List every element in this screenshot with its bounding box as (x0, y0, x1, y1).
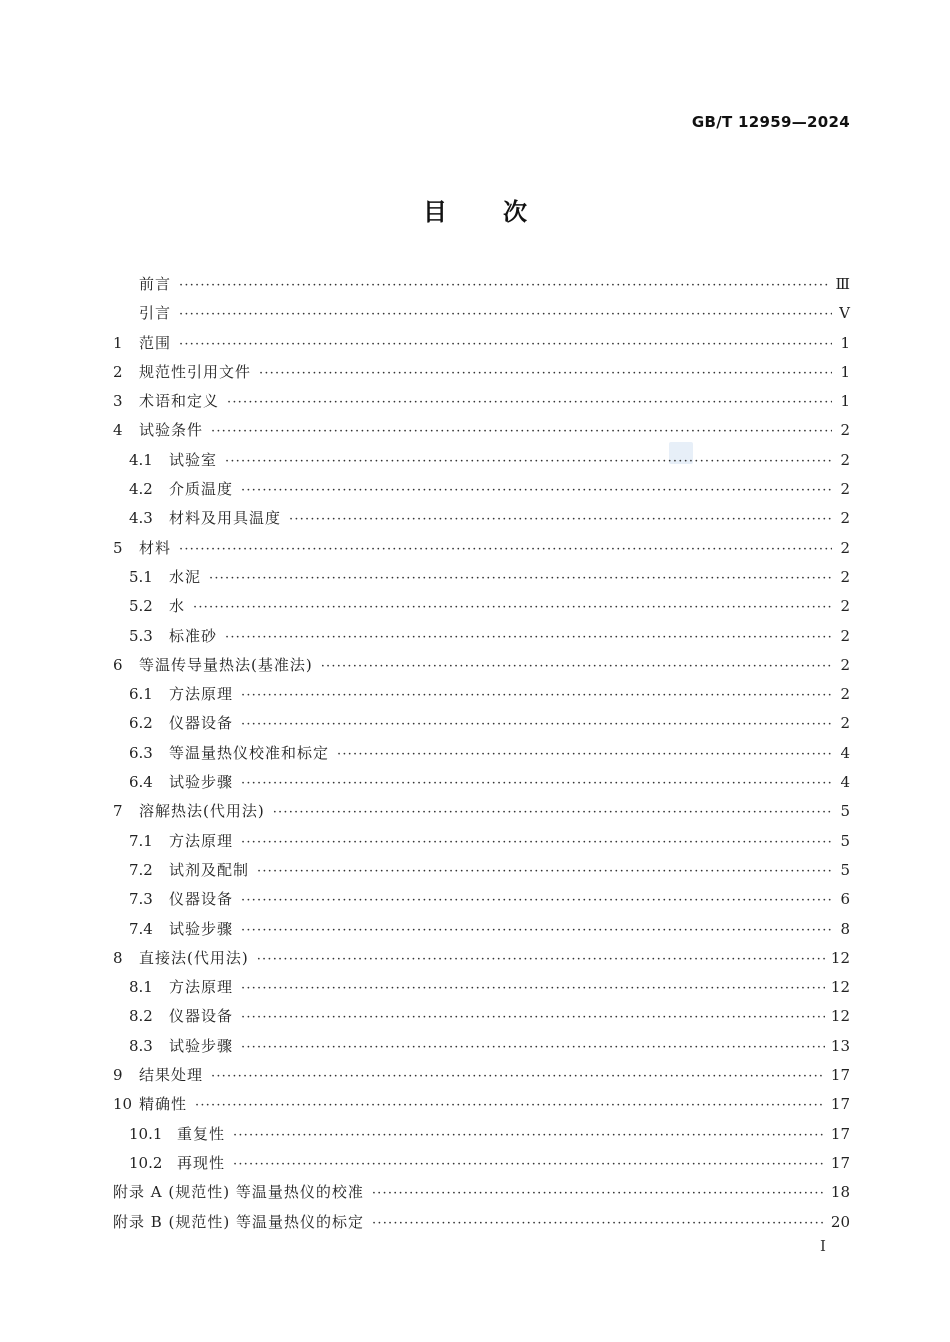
toc-entry-number: 5.3 (129, 626, 153, 645)
toc-leader-dots (241, 1033, 825, 1062)
toc-entry[interactable] (113, 885, 850, 914)
toc-entry[interactable] (113, 856, 850, 885)
toc-entry-page: 5 (840, 802, 850, 821)
toc-entry-title: 直接法(代用法) (139, 948, 249, 967)
toc-entry-title: 试验条件 (139, 421, 204, 440)
toc-leader-dots (179, 300, 832, 329)
toc-entry-number: 7.2 (129, 860, 153, 879)
toc-leader-dots (241, 710, 832, 739)
toc-leader-dots (241, 974, 825, 1003)
toc-entry-page: 2 (840, 567, 850, 586)
toc-entry-page: 17 (830, 1066, 850, 1085)
toc-leader-dots (241, 769, 832, 798)
toc-entry-number: 7.1 (129, 831, 153, 850)
toc-leader-dots (179, 271, 830, 300)
toc-entry-page: 2 (840, 597, 850, 616)
toc-entry-title: 溶解热法(代用法) (139, 802, 265, 821)
table-of-contents (113, 270, 850, 1237)
toc-entry-title: 材料 (139, 538, 172, 557)
toc-entry-number: 7.3 (129, 890, 153, 909)
toc-leader-dots (321, 652, 832, 681)
toc-entry-title: 规范性引用文件 (139, 362, 252, 381)
toc-entry-page: 8 (840, 919, 850, 938)
toc-entry-number: 8 (113, 948, 123, 967)
toc-entry-number: 4 (113, 421, 123, 440)
toc-entry-number: 4.1 (129, 450, 153, 469)
toc-entry-page: 17 (830, 1153, 850, 1172)
toc-entry[interactable] (113, 270, 850, 299)
toc-entry-title: 等温传导量热法(基准法) (139, 655, 313, 674)
toc-entry[interactable] (113, 592, 850, 621)
toc-entry-title: 引言 (139, 304, 172, 323)
toc-entry-page: 20 (830, 1212, 850, 1231)
toc-leader-dots (241, 681, 832, 710)
toc-entry[interactable] (113, 329, 850, 358)
toc-entry[interactable] (113, 1061, 850, 1090)
toc-leader-dots (241, 886, 832, 915)
toc-entry-title: 范围 (139, 333, 172, 352)
toc-entry-title: 方法原理 (169, 685, 234, 704)
toc-leader-dots (273, 798, 832, 827)
toc-entry-title: 方法原理 (169, 831, 234, 850)
toc-leader-dots (241, 1003, 825, 1032)
page-title (0, 192, 950, 227)
toc-entry[interactable] (113, 358, 850, 387)
toc-entry-number: 10.2 (129, 1153, 163, 1172)
toc-entry-page: 17 (830, 1095, 850, 1114)
toc-leader-dots (233, 1150, 825, 1179)
toc-leader-dots (289, 505, 832, 534)
toc-entry-number: 9 (113, 1066, 123, 1085)
toc-leader-dots (372, 1179, 825, 1208)
toc-entry-number: 7.4 (129, 919, 153, 938)
toc-entry[interactable] (113, 622, 850, 651)
toc-entry-number: 1 (113, 333, 123, 352)
toc-entry-title: 方法原理 (169, 978, 234, 997)
toc-entry[interactable] (113, 797, 850, 826)
toc-entry-page: Ⅲ (835, 275, 850, 293)
toc-entry-page: 5 (840, 831, 850, 850)
toc-leader-dots (227, 388, 832, 417)
toc-leader-dots (209, 564, 832, 593)
toc-entry[interactable] (113, 446, 850, 475)
toc-entry-title: 水泥 (169, 567, 202, 586)
toc-entry-number: 6.1 (129, 685, 153, 704)
toc-entry-title: 材料及用具温度 (169, 509, 282, 528)
toc-entry-title: 术语和定义 (139, 392, 220, 411)
toc-entry-page: 1 (840, 362, 850, 381)
toc-entry-page: 1 (840, 333, 850, 352)
toc-entry-number: 7 (113, 802, 123, 821)
toc-entry[interactable] (113, 915, 850, 944)
toc-entry[interactable] (113, 1090, 850, 1119)
toc-entry-page: 17 (830, 1124, 850, 1143)
toc-leader-dots (211, 1062, 825, 1091)
toc-entry[interactable] (113, 504, 850, 533)
toc-entry[interactable] (113, 1002, 850, 1031)
toc-leader-dots (179, 330, 832, 359)
toc-entry-page: 2 (840, 685, 850, 704)
toc-entry-page: 2 (840, 655, 850, 674)
toc-entry[interactable] (113, 1149, 850, 1178)
toc-entry-number: 2 (113, 362, 123, 381)
toc-entry-number: 5.2 (129, 597, 153, 616)
toc-entry[interactable] (113, 563, 850, 592)
toc-entry-title: 附录 A (规范性) 等温量热仪的校准 (113, 1183, 364, 1202)
toc-entry-number: 6.4 (129, 773, 153, 792)
toc-entry-title: 试剂及配制 (169, 860, 250, 879)
toc-entry-title: 仪器设备 (169, 714, 234, 733)
toc-leader-dots (233, 1121, 825, 1150)
toc-entry-title: 前言 (139, 275, 172, 293)
toc-leader-dots (241, 828, 832, 857)
toc-entry-title: 标准砂 (169, 626, 218, 645)
toc-entry-page: 4 (840, 773, 850, 792)
toc-leader-dots (211, 417, 832, 446)
toc-entry[interactable] (113, 475, 850, 504)
toc-entry-title: 仪器设备 (169, 1007, 234, 1026)
toc-entry-number: 3 (113, 392, 123, 411)
toc-entry-number: 5.1 (129, 567, 153, 586)
toc-entry-title: 试验步骤 (169, 1036, 234, 1055)
toc-entry[interactable] (113, 768, 850, 797)
toc-leader-dots (193, 593, 832, 622)
toc-entry-page: 2 (840, 450, 850, 469)
toc-entry-title: 水 (169, 597, 186, 616)
toc-entry[interactable] (113, 827, 850, 856)
toc-entry-page: 2 (840, 714, 850, 733)
toc-entry-page: 12 (830, 948, 850, 967)
toc-entry-page: 13 (830, 1036, 850, 1055)
toc-entry[interactable] (113, 680, 850, 709)
toc-entry[interactable] (113, 416, 850, 445)
toc-entry-title: 试验步骤 (169, 773, 234, 792)
page-title-char-1: 目 (423, 198, 447, 226)
toc-entry[interactable] (113, 739, 850, 768)
toc-entry-page: V (839, 304, 850, 323)
toc-leader-dots (257, 945, 825, 974)
toc-leader-dots (241, 476, 832, 505)
toc-entry-page: 12 (830, 1007, 850, 1026)
toc-entry-page: 2 (840, 626, 850, 645)
toc-entry-title: 附录 B (规范性) 等温量热仪的标定 (113, 1212, 365, 1231)
toc-leader-dots (372, 1209, 825, 1238)
toc-leader-dots (241, 916, 832, 945)
toc-entry-title: 等温量热仪校准和标定 (169, 743, 330, 762)
toc-entry-page: 6 (840, 890, 850, 909)
toc-entry-title: 重复性 (177, 1124, 226, 1143)
toc-entry-title: 介质温度 (169, 480, 234, 499)
toc-entry[interactable] (113, 973, 850, 1002)
toc-entry-number: 5 (113, 538, 123, 557)
toc-leader-dots (337, 740, 832, 769)
toc-entry-page: 2 (840, 480, 850, 499)
toc-entry[interactable] (113, 944, 850, 973)
toc-entry-number: 4.2 (129, 480, 153, 499)
toc-entry-title: 试验室 (169, 450, 218, 469)
toc-entry-number: 10.1 (129, 1124, 163, 1143)
page-title-char-2: 次 (503, 198, 527, 226)
toc-entry-page: 2 (840, 538, 850, 557)
toc-leader-dots (179, 535, 832, 564)
toc-leader-dots (225, 623, 832, 652)
toc-entry-number: 6.3 (129, 743, 153, 762)
standard-code: GB/T 12959—2024 (691, 113, 850, 131)
toc-leader-dots (257, 857, 832, 886)
toc-entry-number: 10 (113, 1095, 133, 1114)
toc-entry-title: 再现性 (177, 1153, 226, 1172)
toc-entry[interactable] (113, 1178, 850, 1207)
toc-entry-page: 2 (840, 421, 850, 440)
toc-entry[interactable] (113, 1032, 850, 1061)
toc-entry-title: 结果处理 (139, 1066, 204, 1085)
page-folio: I (820, 1237, 826, 1255)
toc-entry-page: 1 (840, 392, 850, 411)
toc-entry[interactable] (113, 1208, 850, 1237)
toc-entry-number: 8.3 (129, 1036, 153, 1055)
toc-entry-title: 精确性 (139, 1095, 188, 1114)
toc-entry-number: 8.2 (129, 1007, 153, 1026)
toc-entry-page: 18 (830, 1183, 850, 1202)
toc-entry[interactable] (113, 1120, 850, 1149)
toc-entry-page: 5 (840, 860, 850, 879)
toc-entry[interactable] (113, 709, 850, 738)
toc-entry-number: 6 (113, 655, 123, 674)
toc-entry[interactable] (113, 651, 850, 680)
toc-leader-dots (195, 1091, 825, 1120)
toc-entry[interactable] (113, 387, 850, 416)
toc-entry-page: 2 (840, 509, 850, 528)
toc-entry-title: 试验步骤 (169, 919, 234, 938)
toc-leader-dots (259, 359, 832, 388)
toc-entry-number: 4.3 (129, 509, 153, 528)
toc-entry-page: 12 (830, 978, 850, 997)
toc-entry-title: 仪器设备 (169, 890, 234, 909)
toc-entry[interactable] (113, 299, 850, 328)
toc-entry[interactable] (113, 534, 850, 563)
toc-entry-number: 6.2 (129, 714, 153, 733)
toc-entry-page: 4 (840, 743, 850, 762)
toc-leader-dots (225, 447, 832, 476)
toc-entry-number: 8.1 (129, 978, 153, 997)
